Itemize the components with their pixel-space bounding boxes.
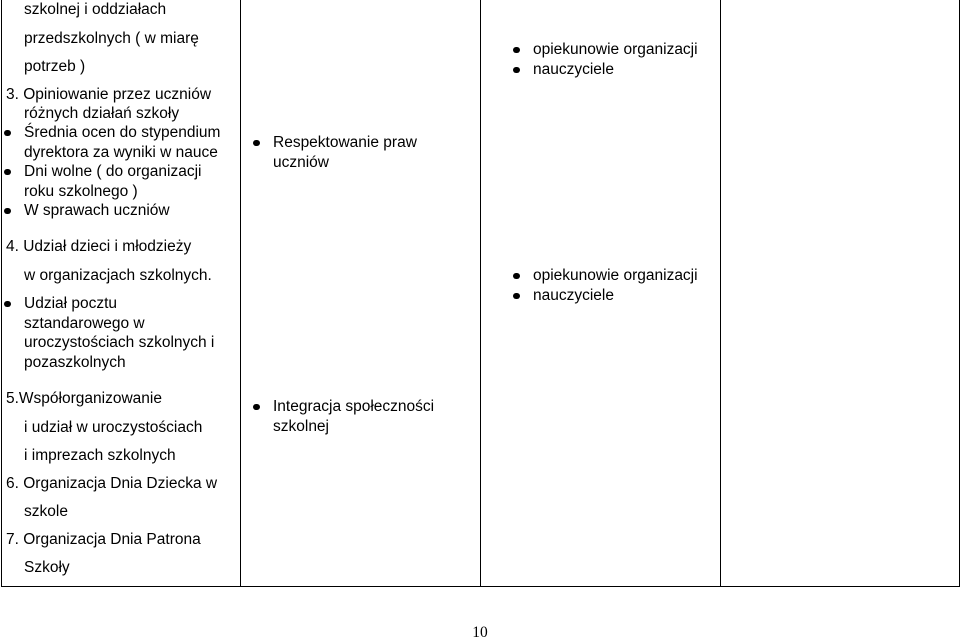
- bullet-item: opiekunowie organizacji: [533, 41, 698, 58]
- task-7-line1: 7. Organizacja Dnia Patrona: [6, 531, 201, 548]
- bullet-item: opiekunowie organizacji: [533, 267, 698, 284]
- task-3-line1: 3. Opiniowanie przez uczniów: [6, 86, 212, 103]
- bullet-item: nauczyciele: [533, 61, 614, 78]
- task-5-line2: i udział w uroczystościach: [24, 419, 203, 436]
- bullet-item: W sprawach uczniów: [24, 202, 170, 219]
- task-6-line2: szkole: [24, 503, 68, 520]
- bullet-item: nauczyciele: [533, 287, 614, 304]
- task-4-line2: w organizacjach szkolnych.: [24, 267, 212, 284]
- bullet-item: Średnia ocen do stypendium dyrektora za wyniki w nauce: [24, 124, 221, 161]
- task-4-line1: 4. Udział dzieci i młodzieży: [6, 238, 192, 255]
- bullet-item: Udział pocztu sztandarowego w uroczystościach szkolnych i pozaszkolnych: [24, 295, 215, 371]
- bullet-item: Respektowanie praw uczniów: [273, 134, 417, 171]
- bullet-item: Integracja społeczności szkolnej: [273, 398, 435, 435]
- column-divider: [720, 0, 721, 586]
- page-number: 10: [472, 624, 488, 641]
- task-6-line1: 6. Organizacja Dnia Dziecka w: [6, 475, 218, 492]
- task-7-line2: Szkoły: [24, 559, 70, 576]
- task-3-line2: różnych działań szkoły: [24, 105, 180, 122]
- col1-text: przedszkolnych ( w miarę: [24, 30, 199, 47]
- task-5-line3: i imprezach szkolnych: [24, 447, 176, 464]
- column-divider: [240, 0, 241, 586]
- task-5-line1: 5.Współorganizowanie: [6, 390, 162, 407]
- bullet-item: Dni wolne ( do organizacji roku szkolnego ): [24, 163, 202, 200]
- col1-text: szkolnej i oddziałach: [24, 1, 167, 18]
- col1-text: potrzeb ): [24, 58, 86, 75]
- column-divider: [480, 0, 481, 586]
